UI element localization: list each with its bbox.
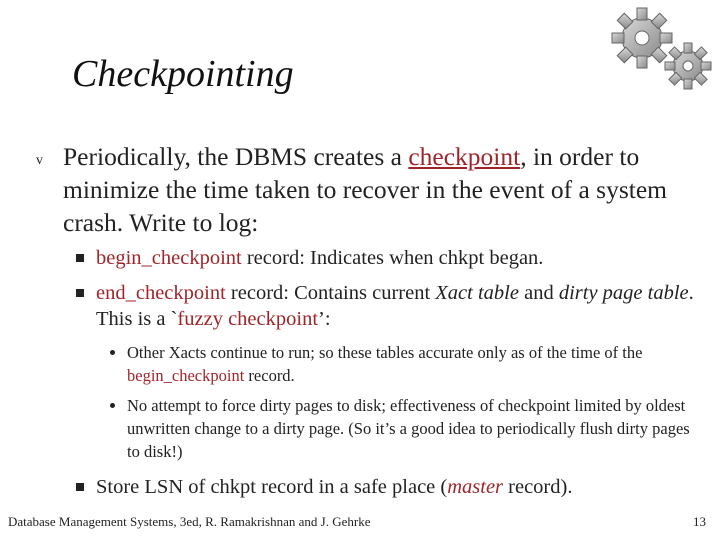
- sub-bullet-desc-4: ’:: [318, 308, 331, 330]
- square-bullet-icon: [76, 254, 84, 262]
- main-bullet: [36, 140, 686, 239]
- sub-bullet-text: [96, 474, 706, 500]
- sub-bullet-text: [96, 245, 706, 271]
- sub-bullet-desc-1: record: Contains current: [225, 282, 436, 304]
- level3-text: [127, 341, 700, 387]
- page-number: 13: [693, 514, 706, 529]
- begin-checkpoint-term: begin_checkpoint: [96, 247, 242, 269]
- xact-table-term: Xact table: [435, 282, 519, 304]
- dot-bullet-icon: [110, 350, 115, 355]
- level3-text: No attempt to force dirty pages to disk; effectiveness of checkpoint limited by oldest unwritten change to a dirty page. (So it’s a good idea to periodically flush dirty pages to disk!): [127, 396, 690, 461]
- sub-bullet-desc-3: . This is a `: [96, 282, 694, 330]
- checkpoint-link[interactable]: checkpoint: [408, 142, 521, 171]
- fuzzy-checkpoint-term: fuzzy checkpoint: [177, 308, 319, 330]
- begin-checkpoint-term-2: begin_checkpoint: [127, 366, 245, 385]
- level3-bullet-other-xacts: [110, 341, 700, 387]
- sub-bullet-desc-2: and: [518, 282, 559, 304]
- square-bullet-icon: [76, 483, 84, 491]
- master-term: master: [447, 476, 504, 498]
- level3-bullet-no-force: [110, 394, 700, 463]
- main-bullet-text-1: Periodically, the DBMS creates a: [63, 142, 409, 171]
- sub-bullet-begin-checkpoint: [76, 245, 706, 271]
- square-bullet-icon: [76, 289, 84, 297]
- dot-bullet-icon: [110, 403, 115, 408]
- slide-title: Checkpointing: [72, 53, 294, 95]
- sub-bullet-desc-1: Store LSN of chkpt record in a safe place (: [96, 476, 448, 498]
- dirty-page-table-term: dirty page table: [558, 282, 689, 304]
- level3-desc-1: Other Xacts continue to run; so these tables accurate only as of the time of the: [127, 343, 643, 362]
- bullet-marker: v: [36, 153, 43, 168]
- footer-credit: Database Management Systems, 3ed, R. Ramakrishnan and J. Gehrke: [8, 514, 371, 529]
- sub-bullet-end-checkpoint: [76, 280, 706, 332]
- main-bullet-text-2: , in order to minimize the time taken to recover in the event of a system crash. Write to log:: [63, 142, 668, 237]
- sub-bullet-store-lsn: [76, 474, 706, 500]
- sub-bullet-desc: record: Indicates when chkpt began.: [241, 247, 544, 269]
- sub-bullet-text: [96, 280, 706, 332]
- level3-desc-2: record.: [244, 366, 295, 385]
- main-bullet-text: [63, 140, 686, 239]
- gears-icon: [602, 2, 718, 94]
- end-checkpoint-term: end_checkpoint: [96, 282, 226, 304]
- sub-bullet-desc-2: record).: [503, 476, 573, 498]
